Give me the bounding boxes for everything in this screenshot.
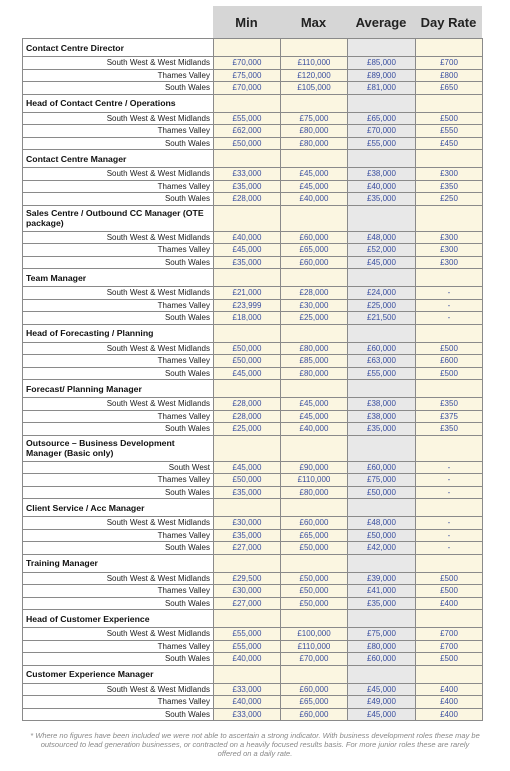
role-header-cell-avg — [348, 554, 416, 572]
average-salary-cell: £39,000 — [348, 572, 416, 585]
table-row — [23, 112, 483, 125]
average-salary-cell: £52,000 — [348, 244, 416, 257]
average-salary-cell: £41,000 — [348, 585, 416, 598]
max-salary-cell: £75,000 — [281, 112, 348, 125]
min-salary-cell: £18,000 — [214, 312, 281, 325]
max-salary-cell: £45,000 — [281, 410, 348, 423]
average-salary-cell: £63,000 — [348, 355, 416, 368]
min-salary-cell: £55,000 — [214, 640, 281, 653]
region-label: South Wales — [23, 312, 214, 325]
region-label: South Wales — [23, 597, 214, 610]
role-header-cell-avg — [348, 205, 416, 231]
day-rate-cell: £375 — [416, 410, 483, 423]
max-salary-cell: £100,000 — [281, 628, 348, 641]
average-salary-cell: £48,000 — [348, 231, 416, 244]
role-header-cell-avg — [348, 499, 416, 517]
role-header-cell-min — [214, 150, 281, 168]
table-row — [23, 572, 483, 585]
average-salary-cell: £38,000 — [348, 410, 416, 423]
max-salary-cell: £65,000 — [281, 696, 348, 709]
role-header-cell-day — [416, 205, 483, 231]
role-title: Head of Contact Centre / Operations — [23, 94, 214, 112]
day-rate-cell: - — [416, 517, 483, 530]
max-salary-cell: £28,000 — [281, 287, 348, 300]
day-rate-cell: £350 — [416, 398, 483, 411]
average-salary-cell: £49,000 — [348, 696, 416, 709]
role-header-cell-day — [416, 324, 483, 342]
max-salary-cell: £65,000 — [281, 529, 348, 542]
table-row — [23, 410, 483, 423]
role-title: Training Manager — [23, 554, 214, 572]
min-salary-cell: £33,000 — [214, 168, 281, 181]
day-rate-cell: £300 — [416, 256, 483, 269]
max-salary-cell: £50,000 — [281, 597, 348, 610]
min-salary-cell: £50,000 — [214, 137, 281, 150]
min-salary-cell: £55,000 — [214, 628, 281, 641]
min-salary-cell: £45,000 — [214, 367, 281, 380]
region-label: Thames Valley — [23, 125, 214, 138]
role-title: Customer Experience Manager — [23, 665, 214, 683]
role-title: Outsource – Business Development Manager (Basic only) — [23, 435, 214, 461]
average-salary-cell: £55,000 — [348, 137, 416, 150]
day-rate-cell: - — [416, 461, 483, 474]
role-header-cell-avg — [348, 94, 416, 112]
region-label: Thames Valley — [23, 410, 214, 423]
table-row — [23, 640, 483, 653]
table-row — [23, 529, 483, 542]
table-row — [23, 137, 483, 150]
table-row — [23, 342, 483, 355]
role-header-cell-max — [281, 499, 348, 517]
day-rate-cell: - — [416, 312, 483, 325]
table-row — [23, 474, 483, 487]
average-salary-cell: £60,000 — [348, 461, 416, 474]
min-salary-cell: £27,000 — [214, 542, 281, 555]
region-label: South Wales — [23, 82, 214, 95]
average-salary-cell: £45,000 — [348, 683, 416, 696]
region-label: South West & West Midlands — [23, 112, 214, 125]
average-salary-cell: £89,000 — [348, 69, 416, 82]
max-salary-cell: £120,000 — [281, 69, 348, 82]
min-salary-cell: £35,000 — [214, 529, 281, 542]
average-salary-cell: £24,000 — [348, 287, 416, 300]
role-header-row — [23, 554, 483, 572]
region-label: South West & West Midlands — [23, 628, 214, 641]
max-salary-cell: £110,000 — [281, 640, 348, 653]
max-salary-cell: £30,000 — [281, 299, 348, 312]
region-label: Thames Valley — [23, 69, 214, 82]
table-row — [23, 708, 483, 721]
day-rate-cell: £600 — [416, 355, 483, 368]
region-label: South West & West Midlands — [23, 57, 214, 70]
role-header-cell-avg — [348, 435, 416, 461]
role-header-row — [23, 435, 483, 461]
day-rate-cell: - — [416, 474, 483, 487]
region-label: South West & West Midlands — [23, 572, 214, 585]
table-row — [23, 193, 483, 206]
region-label: Thames Valley — [23, 474, 214, 487]
min-salary-cell: £75,000 — [214, 69, 281, 82]
role-header-row — [23, 205, 483, 231]
day-rate-cell: £500 — [416, 342, 483, 355]
max-salary-cell: £105,000 — [281, 82, 348, 95]
average-salary-cell: £80,000 — [348, 640, 416, 653]
role-header-cell-max — [281, 665, 348, 683]
max-salary-cell: £65,000 — [281, 244, 348, 257]
average-salary-cell: £75,000 — [348, 474, 416, 487]
role-header-cell-max — [281, 150, 348, 168]
min-salary-cell: £40,000 — [214, 653, 281, 666]
day-rate-cell: £700 — [416, 640, 483, 653]
average-salary-cell: £50,000 — [348, 529, 416, 542]
role-header-cell-max — [281, 435, 348, 461]
region-label: South Wales — [23, 137, 214, 150]
min-salary-cell: £45,000 — [214, 461, 281, 474]
day-rate-cell: £400 — [416, 696, 483, 709]
average-salary-cell: £60,000 — [348, 342, 416, 355]
max-salary-cell: £80,000 — [281, 342, 348, 355]
min-salary-cell: £50,000 — [214, 474, 281, 487]
average-salary-cell: £42,000 — [348, 542, 416, 555]
max-salary-cell: £80,000 — [281, 486, 348, 499]
role-title: Contact Centre Manager — [23, 150, 214, 168]
region-label: South Wales — [23, 193, 214, 206]
region-label: South West & West Midlands — [23, 168, 214, 181]
table-row — [23, 287, 483, 300]
table-row — [23, 168, 483, 181]
region-label: Thames Valley — [23, 529, 214, 542]
table-row — [23, 542, 483, 555]
role-header-cell-max — [281, 610, 348, 628]
region-label: Thames Valley — [23, 355, 214, 368]
role-header-cell-min — [214, 205, 281, 231]
table-row — [23, 231, 483, 244]
average-salary-cell: £55,000 — [348, 367, 416, 380]
role-header-cell-avg — [348, 380, 416, 398]
day-rate-cell: £500 — [416, 653, 483, 666]
min-salary-cell: £50,000 — [214, 355, 281, 368]
max-salary-cell: £60,000 — [281, 683, 348, 696]
min-salary-cell: £33,000 — [214, 683, 281, 696]
average-salary-cell: £50,000 — [348, 486, 416, 499]
max-salary-cell: £60,000 — [281, 708, 348, 721]
role-header-row — [23, 324, 483, 342]
day-rate-cell: £700 — [416, 628, 483, 641]
day-rate-cell: £550 — [416, 125, 483, 138]
day-rate-cell: £300 — [416, 244, 483, 257]
role-title: Head of Customer Experience — [23, 610, 214, 628]
day-rate-cell: £800 — [416, 69, 483, 82]
role-header-row — [23, 39, 483, 57]
role-header-cell-max — [281, 324, 348, 342]
min-salary-cell: £50,000 — [214, 342, 281, 355]
day-rate-cell: £500 — [416, 585, 483, 598]
min-salary-cell: £21,000 — [214, 287, 281, 300]
min-salary-cell: £40,000 — [214, 231, 281, 244]
region-label: South Wales — [23, 653, 214, 666]
average-salary-cell: £45,000 — [348, 256, 416, 269]
region-label: South Wales — [23, 486, 214, 499]
day-rate-cell: £400 — [416, 708, 483, 721]
min-salary-cell: £33,000 — [214, 708, 281, 721]
role-header-cell-max — [281, 39, 348, 57]
region-label: South Wales — [23, 423, 214, 436]
average-salary-cell: £40,000 — [348, 180, 416, 193]
role-header-cell-min — [214, 665, 281, 683]
table-row — [23, 585, 483, 598]
region-label: Thames Valley — [23, 244, 214, 257]
min-salary-cell: £45,000 — [214, 244, 281, 257]
role-header-cell-day — [416, 499, 483, 517]
day-rate-cell: £400 — [416, 683, 483, 696]
role-header-cell-day — [416, 610, 483, 628]
role-header-row — [23, 94, 483, 112]
role-header-cell-min — [214, 380, 281, 398]
max-salary-cell: £80,000 — [281, 125, 348, 138]
max-salary-cell: £70,000 — [281, 653, 348, 666]
day-rate-cell: £650 — [416, 82, 483, 95]
average-salary-cell: £75,000 — [348, 628, 416, 641]
min-salary-cell: £28,000 — [214, 193, 281, 206]
average-salary-cell: £81,000 — [348, 82, 416, 95]
role-title: Team Manager — [23, 269, 214, 287]
max-salary-cell: £110,000 — [281, 57, 348, 70]
min-salary-cell: £70,000 — [214, 57, 281, 70]
table-row — [23, 244, 483, 257]
day-rate-cell: £300 — [416, 231, 483, 244]
max-salary-cell: £60,000 — [281, 231, 348, 244]
role-header-cell-avg — [348, 39, 416, 57]
role-header-row — [23, 150, 483, 168]
region-label: South West & West Midlands — [23, 342, 214, 355]
min-salary-cell: £35,000 — [214, 180, 281, 193]
role-header-cell-day — [416, 665, 483, 683]
role-header-cell-min — [214, 39, 281, 57]
salary-table-body — [23, 39, 483, 721]
role-header-cell-day — [416, 554, 483, 572]
day-rate-cell: - — [416, 287, 483, 300]
max-salary-cell: £50,000 — [281, 585, 348, 598]
min-salary-cell: £27,000 — [214, 597, 281, 610]
table-row — [23, 398, 483, 411]
region-label: South Wales — [23, 542, 214, 555]
role-header-row — [23, 380, 483, 398]
max-salary-cell: £110,000 — [281, 474, 348, 487]
role-header-cell-avg — [348, 665, 416, 683]
role-header-cell-day — [416, 269, 483, 287]
role-header-cell-min — [214, 324, 281, 342]
table-row — [23, 517, 483, 530]
region-label: South West — [23, 461, 214, 474]
day-rate-cell: - — [416, 529, 483, 542]
region-label: South Wales — [23, 367, 214, 380]
region-label: Thames Valley — [23, 180, 214, 193]
salary-table — [22, 38, 483, 721]
average-salary-cell: £21,500 — [348, 312, 416, 325]
day-rate-cell: £400 — [416, 597, 483, 610]
day-rate-cell: £500 — [416, 572, 483, 585]
average-salary-cell: £35,000 — [348, 423, 416, 436]
table-row — [23, 486, 483, 499]
day-rate-cell: - — [416, 542, 483, 555]
day-rate-cell: - — [416, 299, 483, 312]
min-salary-cell: £30,000 — [214, 517, 281, 530]
average-salary-cell: £25,000 — [348, 299, 416, 312]
region-label: South Wales — [23, 708, 214, 721]
role-header-row — [23, 269, 483, 287]
role-title: Contact Centre Director — [23, 39, 214, 57]
header-max: Max — [280, 6, 347, 38]
role-header-cell-max — [281, 94, 348, 112]
region-label: Thames Valley — [23, 299, 214, 312]
region-label: Thames Valley — [23, 585, 214, 598]
max-salary-cell: £60,000 — [281, 517, 348, 530]
min-salary-cell: £55,000 — [214, 112, 281, 125]
day-rate-cell: £700 — [416, 57, 483, 70]
table-row — [23, 69, 483, 82]
table-row — [23, 628, 483, 641]
max-salary-cell: £50,000 — [281, 572, 348, 585]
role-header-row — [23, 499, 483, 517]
footnote: * Where no figures have been included we were not able to ascertain a strong indicator. With business development roles these may be outsourced to lead generation businesses, or contracted on a heavily focused results basis. For more junior roles these are rarely offered on a daily rate. — [30, 731, 480, 758]
average-salary-cell: £60,000 — [348, 653, 416, 666]
min-salary-cell: £62,000 — [214, 125, 281, 138]
column-header-row — [213, 6, 482, 38]
max-salary-cell: £90,000 — [281, 461, 348, 474]
min-salary-cell: £35,000 — [214, 486, 281, 499]
role-header-cell-avg — [348, 150, 416, 168]
role-header-cell-min — [214, 499, 281, 517]
table-row — [23, 696, 483, 709]
average-salary-cell: £48,000 — [348, 517, 416, 530]
role-header-cell-max — [281, 380, 348, 398]
table-row — [23, 683, 483, 696]
table-row — [23, 597, 483, 610]
role-header-cell-max — [281, 205, 348, 231]
header-day-rate: Day Rate — [415, 6, 482, 38]
day-rate-cell: £500 — [416, 367, 483, 380]
role-header-cell-max — [281, 269, 348, 287]
role-header-cell-day — [416, 150, 483, 168]
min-salary-cell: £70,000 — [214, 82, 281, 95]
max-salary-cell: £45,000 — [281, 398, 348, 411]
region-label: South West & West Midlands — [23, 683, 214, 696]
header-average: Average — [347, 6, 415, 38]
region-label: Thames Valley — [23, 696, 214, 709]
average-salary-cell: £45,000 — [348, 708, 416, 721]
max-salary-cell: £80,000 — [281, 137, 348, 150]
day-rate-cell: - — [416, 486, 483, 499]
region-label: South Wales — [23, 256, 214, 269]
table-row — [23, 423, 483, 436]
max-salary-cell: £50,000 — [281, 542, 348, 555]
table-row — [23, 299, 483, 312]
table-row — [23, 180, 483, 193]
day-rate-cell: £450 — [416, 137, 483, 150]
average-salary-cell: £38,000 — [348, 398, 416, 411]
average-salary-cell: £35,000 — [348, 597, 416, 610]
average-salary-cell: £35,000 — [348, 193, 416, 206]
day-rate-cell: £300 — [416, 168, 483, 181]
table-row — [23, 57, 483, 70]
role-header-cell-min — [214, 554, 281, 572]
min-salary-cell: £35,000 — [214, 256, 281, 269]
day-rate-cell: £350 — [416, 423, 483, 436]
min-salary-cell: £30,000 — [214, 585, 281, 598]
max-salary-cell: £60,000 — [281, 256, 348, 269]
region-label: South West & West Midlands — [23, 398, 214, 411]
role-header-cell-min — [214, 94, 281, 112]
day-rate-cell: £250 — [416, 193, 483, 206]
max-salary-cell: £40,000 — [281, 193, 348, 206]
min-salary-cell: £29,500 — [214, 572, 281, 585]
region-label: Thames Valley — [23, 640, 214, 653]
table-row — [23, 367, 483, 380]
table-row — [23, 312, 483, 325]
role-header-cell-day — [416, 380, 483, 398]
table-row — [23, 461, 483, 474]
average-salary-cell: £85,000 — [348, 57, 416, 70]
table-row — [23, 82, 483, 95]
average-salary-cell: £65,000 — [348, 112, 416, 125]
max-salary-cell: £40,000 — [281, 423, 348, 436]
role-title: Client Service / Acc Manager — [23, 499, 214, 517]
header-min: Min — [213, 6, 280, 38]
region-label: South West & West Midlands — [23, 231, 214, 244]
role-header-cell-avg — [348, 269, 416, 287]
max-salary-cell: £45,000 — [281, 180, 348, 193]
max-salary-cell: £85,000 — [281, 355, 348, 368]
region-label: South West & West Midlands — [23, 287, 214, 300]
role-title: Sales Centre / Outbound CC Manager (OTE package) — [23, 205, 214, 231]
role-header-cell-max — [281, 554, 348, 572]
average-salary-cell: £70,000 — [348, 125, 416, 138]
role-header-cell-avg — [348, 324, 416, 342]
role-header-cell-min — [214, 269, 281, 287]
role-title: Forecast/ Planning Manager — [23, 380, 214, 398]
role-title: Head of Forecasting / Planning — [23, 324, 214, 342]
role-header-row — [23, 610, 483, 628]
min-salary-cell: £23,999 — [214, 299, 281, 312]
region-label: South West & West Midlands — [23, 517, 214, 530]
role-header-cell-day — [416, 94, 483, 112]
table-row — [23, 355, 483, 368]
max-salary-cell: £45,000 — [281, 168, 348, 181]
role-header-cell-day — [416, 39, 483, 57]
min-salary-cell: £28,000 — [214, 410, 281, 423]
role-header-cell-avg — [348, 610, 416, 628]
max-salary-cell: £80,000 — [281, 367, 348, 380]
role-header-cell-day — [416, 435, 483, 461]
max-salary-cell: £25,000 — [281, 312, 348, 325]
table-row — [23, 653, 483, 666]
min-salary-cell: £28,000 — [214, 398, 281, 411]
min-salary-cell: £25,000 — [214, 423, 281, 436]
table-row — [23, 125, 483, 138]
role-header-cell-min — [214, 435, 281, 461]
table-row — [23, 256, 483, 269]
role-header-row — [23, 665, 483, 683]
day-rate-cell: £500 — [416, 112, 483, 125]
average-salary-cell: £38,000 — [348, 168, 416, 181]
min-salary-cell: £40,000 — [214, 696, 281, 709]
day-rate-cell: £350 — [416, 180, 483, 193]
role-header-cell-min — [214, 610, 281, 628]
